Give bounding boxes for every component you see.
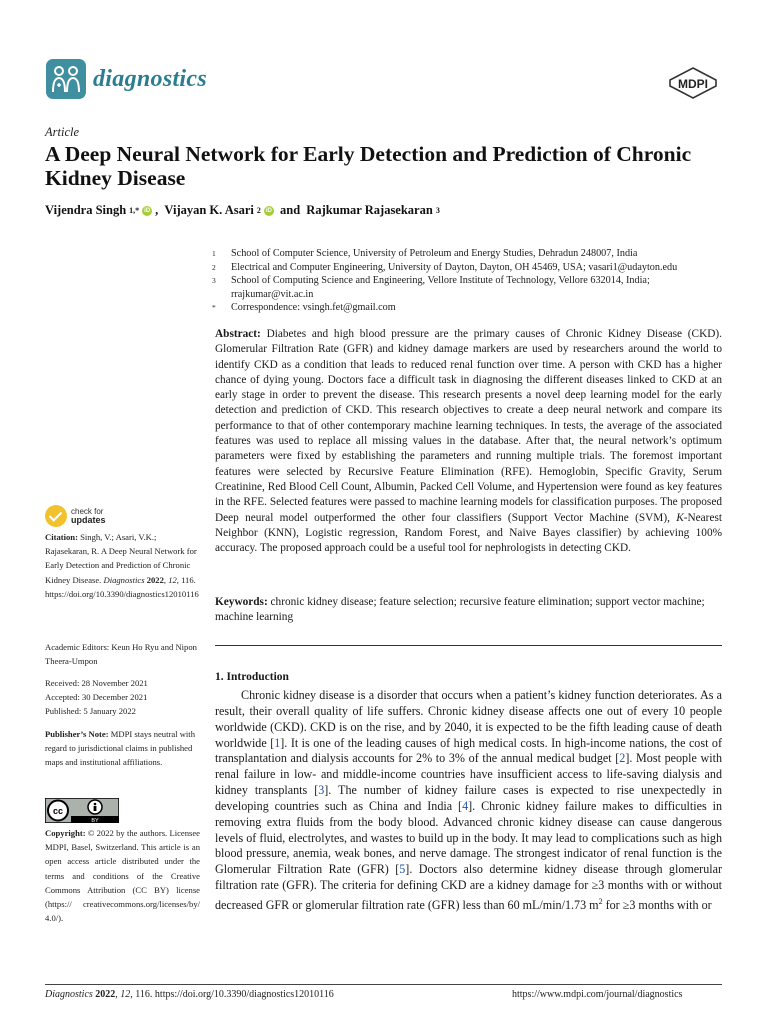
academic-editors: Academic Editors: Keun Ho Ryu and Nipon Theera-Umpon: [45, 642, 197, 667]
publication-dates: [45, 676, 200, 719]
footer-doi-link[interactable]: , 116. https://doi.org/10.3390/diagnostics12010116: [130, 989, 334, 1000]
intro-text: Chronic kidney disease is a disorder that occurs when a patient’s kidney function deteriorates. As a result, their overall quality of life suffers. Chronic kidney disease affects one out of every 10 people worldwide (CKD). CKD is on the rise, and by 2040, it is expected to be the fifth leading cause of death worldwide [: [215, 688, 722, 750]
copyright-text: © 2022 by the authors. Licensee MDPI, Basel, Switzerland. This article is an open access article distributed under the terms and conditions of the Creative Commons Attribution (CC BY) license (https:// creativecommons.org/licenses/by/ 4.0/).: [45, 828, 200, 924]
cc-license-icon[interactable]: [45, 798, 119, 823]
affiliation-item: [208, 301, 728, 315]
intro-text: for ≥3 months with or: [602, 898, 712, 912]
affiliation-text: School of Computing Science and Engineering, Vellore Institute of Technology, Vellore 632014, India; rrajkumar@vit.ac.in: [231, 275, 650, 300]
journal-name: diagnostics: [93, 65, 207, 92]
check-updates-icon: [45, 505, 67, 527]
journal-logo-icon: [45, 58, 87, 100]
journal-logo[interactable]: [45, 58, 207, 100]
footer-year: 2022: [95, 989, 116, 1000]
affiliations: [208, 247, 728, 315]
footer-volume: 12: [120, 989, 131, 1000]
affiliation-text: School of Computer Science, University of Petroleum and Energy Studies, Dehradun 248007, India: [231, 248, 638, 259]
affiliation-item: [208, 247, 728, 261]
citation-link[interactable]: 1: [274, 735, 281, 750]
check-updates-line2: updates: [71, 515, 106, 525]
author-list: [45, 203, 440, 218]
check-for-updates-button[interactable]: [45, 505, 106, 527]
citation-link[interactable]: 5: [399, 862, 406, 877]
check-updates-label: [71, 507, 106, 525]
author-name[interactable]: Vijendra Singh: [45, 203, 127, 217]
citation-block: Citation: Singh, V.; Asari, V.K.; Rajasekaran, R. A Deep Neural Network for Early Detection and Prediction of Chronic Kidney Disease. Diagnostics 2022, 12, 116. https://doi.org/10.3390/diagnostics12010116: [45, 532, 199, 599]
author-name[interactable]: Vijayan K. Asari: [164, 203, 254, 217]
citation-label: Citation:: [45, 532, 78, 542]
citation-doi-link[interactable]: , 116. https://doi.org/10.3390/diagnostics12010116: [45, 574, 199, 599]
affiliation-number: 2: [212, 262, 216, 272]
author-name[interactable]: Rajkumar Rajasekaran: [306, 203, 433, 217]
abstract-italic-k: K: [676, 511, 684, 524]
mdpi-logo-icon[interactable]: [666, 66, 720, 100]
abstract-label: Abstract:: [215, 328, 261, 340]
abstract-text: Diabetes and high blood pressure are the primary causes of Chronic Kidney Disease (CKD). Glomerular Filtration Rate (GFR) and kidney damage markers are used by researchers around the world to identify CKD as a condition that leads to reduced renal function over time. A person with CKD has a higher chance of dying young. Doctors face a difficult task in diagnosing the different diseases linked to CKD at an early stage in order to prevent the disease. This research presents a novel deep learning model for the early detection and prediction of CKD. This research objectives to create a deep neural network and compare its performance to that of other contemporary machine learning techniques. In tests, the average of the associated features was used to replace all missing values in the database. After that, the neural network’s optimum parameters were fixed by establishing the parameters and running multiple trials. The foremost important features were selected by Recursive Feature Elimination (RFE). Hemoglobin, Specific Gravity, Serum Creatinine, Red Blood Cell Count, Albumin, Packed Cell Volume, and Hypertension were found as key features in the RFE. Selected features were passed to machine learning models for classification purposes. The proposed Deep neural model outperformed the other four classifiers (Support Vector Machine (SVM),: [215, 328, 722, 524]
keywords-label: Keywords:: [215, 596, 268, 608]
copyright-block: [45, 826, 200, 925]
section-divider: [215, 645, 722, 646]
intro-text: ]. Chronic kidney failure makes to difficulties in removing extra fluids from the body blood. Advanced chronic kidney disease can cause dangerous levels of fluid, electrolytes, and wastes to build up in the body. It may lead to complications such as high blood pressure, anemia, weak bones, and nerve damage. The strongest indicator of renal function is the Glomerular Filtration Rate (GFR) [: [215, 798, 722, 877]
copyright-label: Copyright:: [45, 828, 86, 838]
affiliation-item: [208, 261, 728, 275]
intro-text: ]. Most people with renal failure in low- and middle-income countries have insufficient access to life-saving dialysis and kidney transplants [: [215, 751, 722, 798]
citation-link[interactable]: 3: [318, 783, 325, 798]
citation-volume: 12: [168, 574, 177, 585]
article-type: Article: [45, 125, 80, 139]
section-heading: 1. Introduction: [215, 671, 289, 683]
received-date: Received: 28 November 2021: [45, 678, 148, 688]
footer-divider: [45, 984, 722, 985]
article-title: A Deep Neural Network for Early Detection and Prediction of Chronic Kidney Disease: [45, 142, 692, 190]
author-separator: ,: [155, 203, 162, 217]
footer-citation: Diagnostics 2022, 12, 116. https://doi.org/10.3390/diagnostics12010116: [45, 989, 334, 1000]
publisher-name: MDPI: [678, 77, 708, 91]
citation-link[interactable]: 2: [619, 751, 626, 766]
affiliation-text: Electrical and Computer Engineering, University of Dayton, Dayton, OH 45469, USA; vasari1@udayton.edu: [231, 261, 678, 273]
author-affiliation-marker: 3: [435, 206, 440, 215]
publisher-note-text: MDPI stays neutral with regard to jurisdictional claims in published maps and institutional affiliations.: [45, 729, 195, 768]
abstract: [215, 327, 722, 556]
citation-link[interactable]: 4: [462, 798, 469, 813]
citation-year: 2022: [146, 574, 164, 585]
affiliation-item: [208, 274, 728, 301]
footer-journal: Diagnostics: [45, 989, 93, 1000]
intro-text: ]. It is one of the leading causes of high medical costs. In high-income nations, the cost of transplantation and dialysis accounts for 2% to 3% of the annual medical budget [: [215, 735, 722, 766]
intro-text: ]. The number of kidney failure cases is expected to rise unexpectedly in developing countries such as China and India [: [215, 783, 722, 813]
orcid-icon[interactable]: iD: [265, 207, 272, 214]
intro-text: ]. Doctors also determine kidney disease through glomerular filtration rate (GFR). The criteria for defining CKD are a kidney damage for ≥3 months with or without decreased GFR or glomerular filtration rate (GFR) less than 60 mL/min/1.73 m: [215, 862, 722, 912]
cc-by-label: BY: [91, 818, 99, 823]
check-updates-line1: check for: [71, 507, 104, 516]
affiliation-number: 1: [212, 249, 216, 258]
citation-text: Singh, V.; Asari, V.K.; Rajasekaran, R. A Deep Neural Network for Early Detection and Prediction of Chronic Kidney Disease.: [45, 532, 197, 585]
publisher-note: [45, 727, 200, 770]
superscript: 2: [598, 896, 603, 906]
author-affiliation-marker: 2: [256, 206, 261, 215]
intro-paragraph: [215, 688, 722, 914]
footer-journal-url[interactable]: https://www.mdpi.com/journal/diagnostics: [512, 989, 683, 1000]
citation-journal: Diagnostics: [103, 574, 145, 585]
publisher-note-label: Publisher’s Note:: [45, 729, 109, 739]
accepted-date: Accepted: 30 December 2021: [45, 692, 148, 703]
correspondence-text: Correspondence: vsingh.fet@gmail.com: [231, 302, 396, 314]
orcid-icon[interactable]: iD: [144, 207, 151, 214]
published-date: Published: 5 January 2022: [45, 706, 136, 717]
affiliation-number: 3: [212, 276, 216, 286]
keywords-text: chronic kidney disease; feature selection; recursive feature elimination; support vector machine; machine learning: [215, 596, 705, 624]
affiliation-number: *: [212, 303, 216, 313]
author-affiliation-marker: 1,*: [129, 206, 140, 215]
abstract-text-tail: -Nearest Neighbor (KNN), Logistic regression, Random Forest, and Naive Bayes classifier) by achieving 100% accuracy. The proposed approach could be a useful tool for nephrologists in detecting CKD.: [215, 511, 722, 555]
svg-text:cc: cc: [52, 806, 64, 816]
author-separator: and: [276, 203, 304, 217]
keywords: [215, 595, 722, 626]
